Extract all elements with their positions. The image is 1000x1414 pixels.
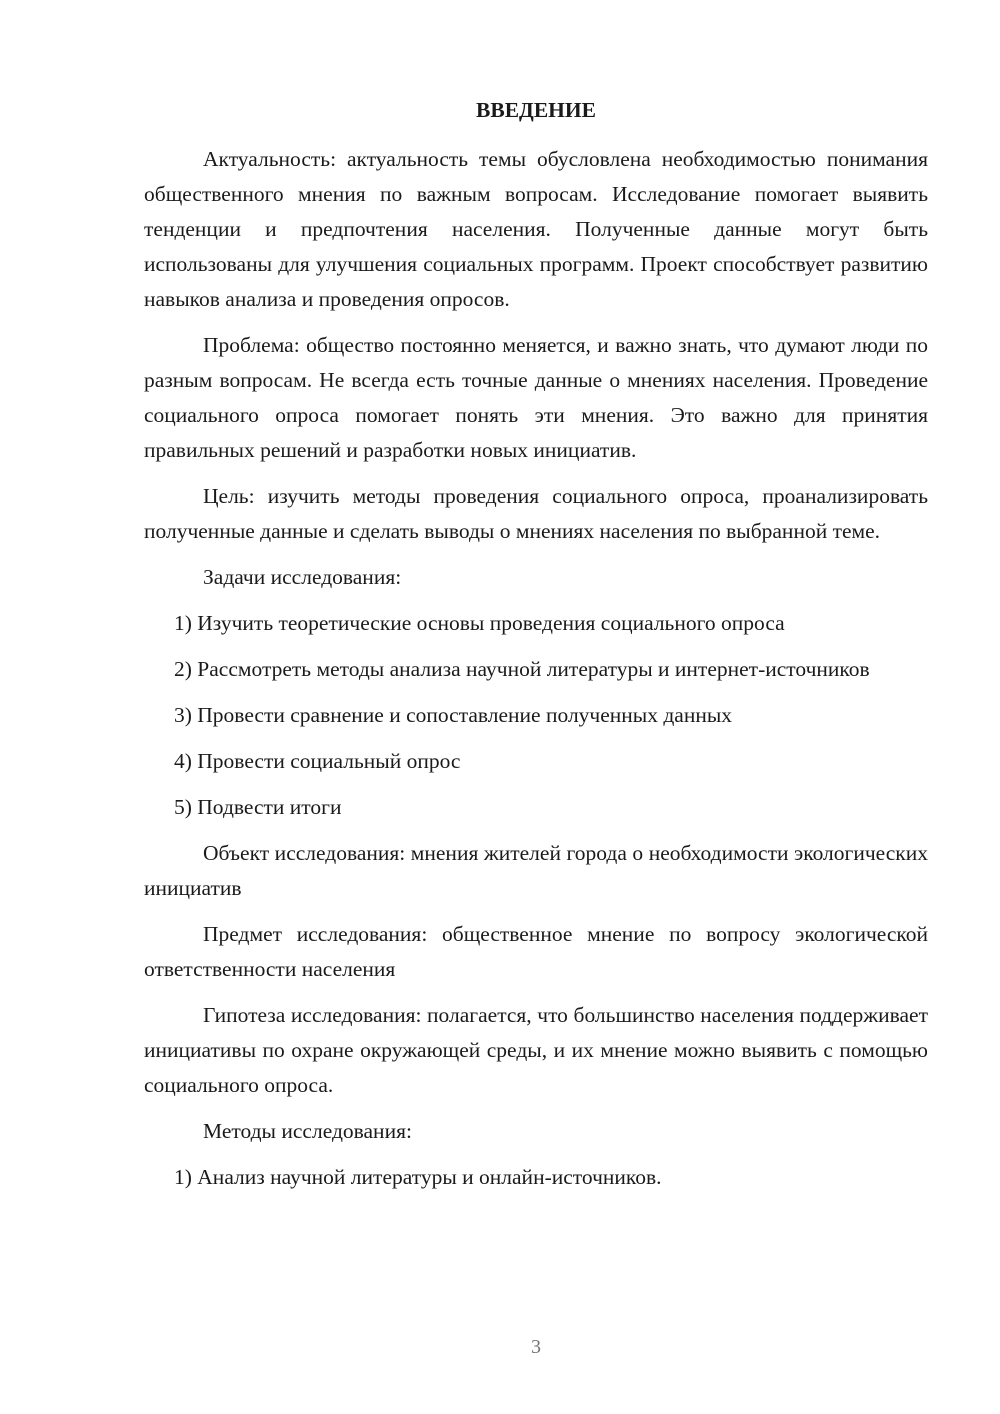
page-title: ВВЕДЕНИЕ [476, 98, 596, 122]
tasks-heading: Задачи исследования: [203, 565, 402, 589]
document-body [144, 95, 928, 1206]
task-item-2: 2) Рассмотреть методы анализа научной литературы и интернет-источников [174, 657, 870, 681]
subject-paragraph: Предмет исследования: общественное мнение по вопросу экологической ответственности населения [144, 922, 928, 981]
object-paragraph: Объект исследования: мнения жителей города о необходимости экологических инициатив [144, 841, 928, 900]
hypothesis-paragraph: Гипотеза исследования: полагается, что большинство населения поддерживает инициативы по охране окружающей среды, и их мнение можно выявить с помощью социального опроса. [144, 1003, 928, 1097]
task-item-5: 5) Подвести итоги [174, 795, 342, 819]
goal-paragraph: Цель: изучить методы проведения социального опроса, проанализировать полученные данные и сделать выводы о мнениях населения по выбранной теме. [144, 484, 928, 543]
methods-heading: Методы исследования: [203, 1119, 412, 1143]
problem-paragraph: Проблема: общество постоянно меняется, и важно знать, что думают люди по разным вопросам. Не всегда есть точные данные о мнениях населения. Проведение социального опроса помогает понять эти мнения. Это важно для принятия правильных решений и разработки новых инициатив. [144, 333, 928, 462]
task-item-4: 4) Провести социальный опрос [174, 749, 461, 773]
method-item-1: 1) Анализ научной литературы и онлайн-источников. [174, 1165, 662, 1189]
relevance-paragraph: Актуальность: актуальность темы обусловлена необходимостью понимания общественного мнения по важным вопросам. Исследование помогает выявить тенденции и предпочтения населения. Полученные данные могут быть использованы для улучшения социальных программ. Проект способствует развитию навыков анализа и проведения опросов. [144, 147, 928, 311]
task-item-1: 1) Изучить теоретические основы проведения социального опроса [174, 611, 785, 635]
task-item-3: 3) Провести сравнение и сопоставление полученных данных [174, 703, 733, 727]
page-number: 3 [531, 1336, 541, 1358]
